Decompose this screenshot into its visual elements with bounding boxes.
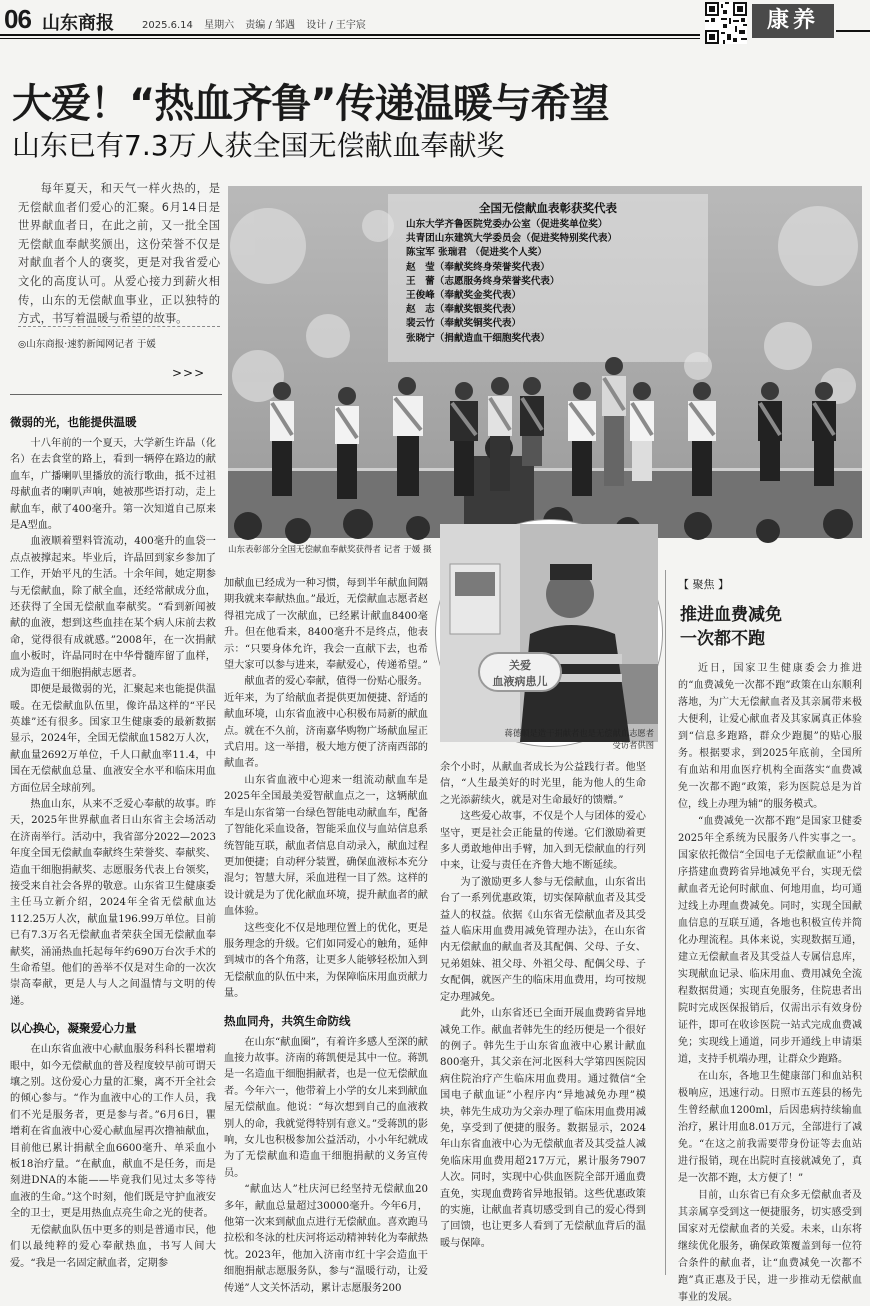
designer-credit: 设计 / 王宇宸: [306, 20, 366, 31]
paragraph: 余个小时，从献血者成长为公益践行者。他坚信，“人生最美好的时光里，能为他人的生命之光添薪续火，就是对生命最好的馈赠。”: [440, 762, 646, 806]
paragraph: 献血者的爱心奉献，值得一份贴心服务。近年来，为了给献血者提供更加便捷、舒适的献血环境，山东省血液中心积极布局新的献血点。就在不久前，济南嘉华购物广场献血屋正式启用。这一举措，极大地方便了济南西部的献血者。: [224, 676, 428, 770]
paragraph: 在山东省血液中心献血服务科科长瞿增莉眼中，如今无偿献血的普及程度较早前可谓天壤之别。这份爱心力量的汇聚，离不开全社会的倾心参与。“作为血液中心的工作人员，我们不光是服务者，更是参与者。”6月6日，瞿增莉在省血液中心爱心献血屋再次撸袖献血，目前他已累计捐献全血6600毫升、单采血小板18治疗量。“在献血，献血不是任务，而是刻进DNA的本能——毕竟我们见过太多等待血液的生命。”这个时刻，他们既是守护血液安全的卫士，更是用热血点亮生命之光的使者。: [10, 1044, 216, 1220]
board-line: 王俊峰（奉献奖金奖代表）: [406, 290, 522, 302]
board-title: 全国无偿献血表彰获奖代表: [479, 201, 617, 215]
section-heading: 以心换心，凝聚爱心力量: [10, 1021, 137, 1036]
page-number: 06: [4, 4, 31, 34]
paragraph: 在山东“献血圈”，有着许多感人至深的献血接力故事。济南的蒋凯便是其中一位。蒋凯是一名造血干细胞捐献者，也是一位无偿献血者。今年六一，他带着上小学的女儿来到献血屋无偿献血。他说：“每次想到自己的血液救别人的命，我就觉得特别有意义。”受蒋凯的影响，女儿也积极参加公益活动，小小年纪就成为了无偿献血和造血干细胞捐献的义务宣传员。: [224, 1036, 428, 1179]
photo1-caption: 山东表彰部分全国无偿献血奉献奖获得者 记者 于媛 摄: [228, 545, 432, 555]
intro-divider: [18, 326, 220, 327]
editor-credit: 责编 / 邹遇: [245, 20, 296, 31]
award-ceremony-photo: [228, 186, 862, 538]
board-line: 张晓宁（捐献造血干细胞奖代表）: [406, 332, 550, 344]
board-line: 赵 志（奉献奖银奖代表）: [406, 304, 522, 316]
paragraph: 即便是最微弱的光，汇聚起来也能提供温暖。在无偿献血队伍里，像许晶这样的“平民英雄”还有很多。国家卫生健康委的最新数据显示，2024年，全国无偿献血1582万人次，献血量2692万单位，千人口献血率11.4，中国在无偿献血总量、血液安全水平和临床用血方面位居全球前列。: [10, 684, 216, 794]
byline: ◎山东商报·速豹新闻网记者 于媛: [18, 339, 156, 350]
issue-weekday: 星期六: [204, 20, 235, 31]
column-3: [440, 760, 646, 1252]
header-meta: [142, 16, 374, 31]
continue-arrows: >>>: [172, 366, 206, 380]
header-rule-thin: [0, 38, 700, 39]
paragraph: 这些变化不仅是地理位置上的优化，更是服务理念的升级。它们如同爱心的触角，延伸到城市的各个角落，让更多人能够轻松加入到无偿献血的队伍中来，为保障临床用血贡献力量。: [224, 922, 428, 1000]
board-line: 山东大学齐鲁医院党委办公室（促进奖单位奖）: [406, 219, 608, 230]
paragraph: 在山东，各地卫生健康部门和血站积极响应，迅速行动。日照市五莲县的杨先生曾经献血1200ml，后因患病持续输血治疗，累计用血8.01万元，全部进行了减免。“在这之前我需要带身份证等去血站进行报销，现在出院时直接就减免了，真是一次都不跑，太方便了！”: [678, 1071, 862, 1184]
paragraph: 为了激励更多人参与无偿献血，山东省出台了一系列优惠政策，切实保障献血者及其受益人的权益。依据《山东省无偿献血者及其受益人临床用血费用减免管理办法》，在山东省内无偿献血的献血者及其配偶、父母、子女、兄弟姐妹、祖父母、外祖父母、配偶父母、子女配偶，就医产生的临床用血费用，均可按规定办理减免。: [440, 876, 646, 1003]
column-4: [678, 660, 862, 1303]
paragraph: 近日，国家卫生健康委会力推进的“血费减免一次都不跑”政策在山东顺利落地，为广大无偿献血者及其亲属带来极大便利，让爱心献血者及其家属真正体验到“信息多跑路，群众少跑腿”的贴心服务。根据要求，到2025年底前，全国所有血站和用血医疗机构全面落实“血费减免一次都不跑”政策，彩为医院总是为首位，线上办理为辅”的服务模式。: [678, 663, 862, 810]
column-1: [10, 414, 216, 1272]
board-list: [406, 218, 706, 346]
paragraph: 血液顺着塑料管流动，400毫升的血袋一点点被撑起来。毕业后，许晶回到家乡参加了工作，开始平凡的生活。十余年间，她定期参与无偿献血，除了献全血，还经常献成分血，还获得了全国无偿献血奉献奖。“看到新闻被献的血液，想到这些血挂在某个病人床前去救命，觉得很有成就感。”2008年，在一次捐献血小板时，许晶同时在中华骨髓库留了血样，成为造血干细胞捐献志愿者。: [10, 536, 216, 679]
column-divider: [10, 394, 222, 395]
board-line: 共青团山东建筑大学委员会（促进奖特别奖代表）: [406, 233, 618, 245]
paragraph: 山东省血液中心迎来一组流动献血车是2025年全国最美爱智献血点之一，这辆献血车是山东省第一台绿色智能电动献血车，配备了智能化采血设备，智能采血仪与血站信息系统智能互联，献血者信息自动录入，献血过程更加便捷；自动秤分装置，确保血液标本充分混匀；智慧大屏，采血进程一目了然。这样的设计就是为了优化献血环境，提升献血者的献血体验。: [224, 774, 428, 918]
board-line: 陈宝军 张瑞君 （促进奖个人奖）: [406, 247, 547, 259]
section-rule: [836, 30, 870, 32]
focus-title: 推进血费减免 一次都不跑: [680, 605, 782, 649]
sidebar-divider: [665, 570, 666, 1275]
section-tag: 康养: [752, 4, 834, 38]
board-line: 王 蕾（志愿服务终身荣誉奖代表）: [406, 275, 560, 287]
photo2-caption-text: 蒋德顺是造干捐献者也是无偿献血志愿者: [504, 728, 654, 738]
issue-date: 2025.6.14: [142, 20, 193, 31]
paragraph: 十八年前的一个夏天，大学新生许晶（化名）在去食堂的路上，看到一辆停在路边的献血车，广播喇叭里播放的流行歌曲，抵不过祖母献血者的喇叭声响，她被那些语打动，走上献血车，献了400毫升。第一次知道自己原来是A型血。: [10, 438, 216, 532]
section-heading: 热血同舟，共筑生命防线: [224, 1013, 351, 1028]
header-rule: [0, 34, 700, 36]
column-2: [224, 576, 428, 1294]
paragraph: 加献血已经成为一种习惯，每到半年献血间隔期我就来奉献热血。”最近，无偿献血志愿者赵得祖完成了一次献血，已经累计献血8400毫升。但在他看来，8400毫升不是终点，他表示：“只要身体允许，我会一直献下去，也希望大家可以参与进来，奉献爱心，传递希望。”: [224, 578, 428, 672]
donor-portrait-photo: [436, 520, 662, 746]
headline: 大爱！“热血齐鲁”传递温暖与希望: [12, 81, 609, 127]
paragraph: 此外，山东省还已全面开展血费跨省异地减免工作。献血者韩先生的经历便是一个很好的例子。韩先生于山东省血液中心累计献血800毫升，其父亲在河北医科大学第四医院因病住院治疗产生临床用血费用。通过微信“全国电子献血证”小程序内“异地减免办理”模块，韩先生成功为父亲办理了临床用血费用减免，享受到了便捷的服务。数据显示，2024年山东省血液中心为无偿献血者及其受益人减免临床用血费用超217万元，累计服务7907人次。同时，实现中心供血医院全部开通血费直免，实现血费跨省异地报销。这些优惠政策的实施，让献血者真切感受到自己的爱心得到了回馈，也让更多人看到了无偿献血背后的温暖与保障。: [440, 1008, 646, 1249]
section-heading: 微弱的光，也能提供温暖: [10, 415, 137, 429]
intro-paragraph: 每年夏天，和天气一样火热的，是无偿献血者们爱心的汇聚。6月14日是世界献血者日，在此之前，又一批全国无偿献血奉献奖颁出，这份荣誉不仅是对献血者个人的褒奖，更是对我省爱心文化的高度认可。从爱心接力到薪火相传，山东的无偿献血事业，正以独特的方式，书写着温暖与希望的故事。: [18, 182, 220, 326]
photo2-credit: 受访者供图: [612, 740, 654, 750]
qr-code-icon[interactable]: [705, 2, 747, 44]
newspaper-name: 山东商报: [42, 13, 114, 34]
paragraph: 热血山东，从来不乏爱心奉献的故事。昨天，2025年世界献血者日山东省主会场活动在济南举行。活动中，我省部分2022—2023年度全国无偿献血奉献终生荣誉奖、奉献奖、造血干细胞捐献奖、志愿服务代表上台领奖，接受来自社会各界的敬意。山东省卫生健康委主任马立新介绍，2024年全省无偿献血达112.25万人次，献血量196.99万单位。目前已有7.3万名无偿献血者荣获全国无偿献血奉献奖，涌涌热血托起每年约690万台次手术的生命希望。他们的善举不仅是对生命的一次次崇高奉献，更是人与人之间温情与文明的传递。: [10, 798, 216, 1007]
board-line: 裴云竹（奉献奖铜奖代表）: [406, 318, 522, 330]
board-line: 赵 莹（奉献奖终身荣誉奖代表）: [406, 261, 550, 273]
photo2-caption: [454, 727, 654, 751]
campaign-badge: 关爱 血液病患儿: [478, 652, 562, 692]
paragraph: “血费减免一次都不跑”是国家卫健委2025年全系统为民服务八件实事之一。国家依托微信“全国电子无偿献血证”小程序搭建血费跨省异地减免平台，实现无偿献血者无论何时献血、何地用血，均可通过线上办理血费减免。同时，实现全国献血信息的互联互通，各地也积极宣传并简化办理流程。具体来说，实现数据互通，建立无偿献血者及其受益人专属信息库，实现献血记录、临床用血、费用减免全流程数据贯通；实现直免服务，住院患者出院时完成医保报销后，仅需出示有效身份证件，即可在收诊医院一站式完成血费减免；实现线上通道，同步开通线上申请渠道，支持手机端办理，让群众少跑路。: [678, 816, 862, 1065]
paragraph: “献血达人”杜庆河已经坚持无偿献血20多年，献血总量超过30000毫升。今年6月，他第一次来到献血点进行无偿献血。喜欢跑马拉松和冬泳的杜庆河将运动精神转化为奉献热忱。2023年，他加入济南市红十字会造血干细胞捐献志愿服务队，参与“温暖行动，让爱传递”人文关怀活动，累计志愿服务200: [224, 1184, 428, 1294]
paragraph: 无偿献血队伍中更多的则是普通市民，他们以最纯粹的爱心奉献热血，书写人间大爱。“我是一名固定献血者，定期参: [10, 1224, 216, 1269]
paragraph: 这些爱心故事，不仅是个人与团体的爱心坚守，更是社会正能量的传递。它们激励着更多人勇敢地伸出手臂，加入到无偿献血的行列中来，让爱与责任在齐鲁大地不断延续。: [440, 811, 646, 872]
focus-tag: 【 聚焦 】: [678, 578, 729, 591]
subheadline: 山东已有7.3万人获全国无偿献血奉献奖: [12, 129, 505, 162]
paragraph: 目前，山东省已有众多无偿献血者及其亲属享受到这一便捷服务，切实感受到国家对无偿献血者的关爱。未来，山东将继续优化服务，确保政策覆盖到每一位符合条件的献血者，让“血费减免一次都不跑”真正惠及于民，进一步推动无偿献血事业的发展。: [678, 1190, 862, 1303]
